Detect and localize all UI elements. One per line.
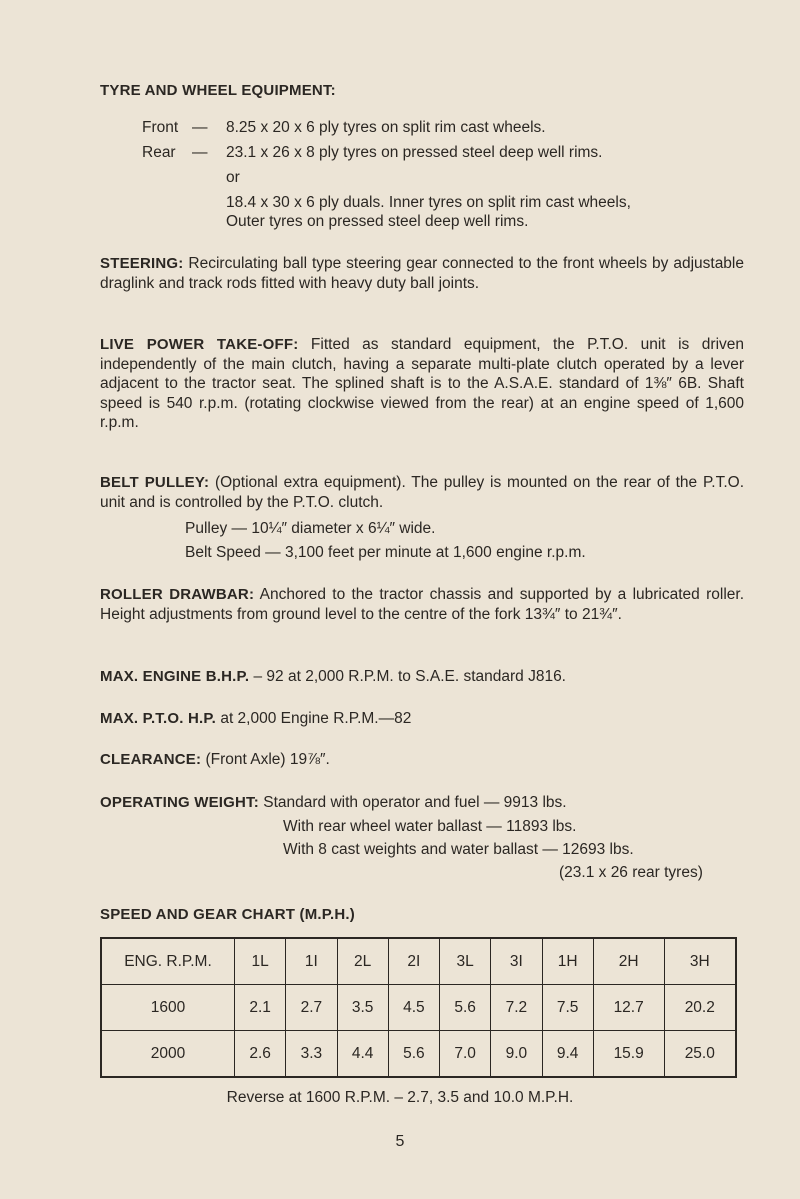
weight-text-1: Standard with operator and fuel — 9913 lbs. <box>263 794 567 811</box>
rear-label: Rear <box>142 144 176 161</box>
table-cell: 20.2 <box>664 985 736 1031</box>
table-cell: 9.4 <box>542 1031 593 1078</box>
table-row <box>101 985 736 1031</box>
front-label: Front <box>142 119 179 136</box>
page-number: 5 <box>395 1133 405 1150</box>
table-cell: 2000 <box>101 1031 235 1078</box>
header-cell: ENG. R.P.M. <box>101 938 235 985</box>
table-cell: 7.0 <box>440 1031 491 1078</box>
belt-heading: BELT PULLEY: <box>100 474 210 491</box>
weight-line-2: With rear wheel water ballast — 11893 lbs. <box>283 818 577 835</box>
rear-text: 23.1 x 26 x 8 ply tyres on pressed steel deep well rims. <box>226 144 603 161</box>
steering-heading: STEERING: <box>100 255 184 272</box>
tyre-heading: TYRE AND WHEEL EQUIPMENT: <box>100 82 336 99</box>
drawbar-heading: ROLLER DRAWBAR: <box>100 586 255 603</box>
alt-tyre-line-1: 18.4 x 30 x 6 ply duals. Inner tyres on split rim cast wheels, <box>226 194 631 211</box>
clearance-heading: CLEARANCE: <box>100 751 202 768</box>
bhp-heading: MAX. ENGINE B.H.P. <box>100 668 250 685</box>
header-cell: 3H <box>664 938 736 985</box>
weight-line-3: With 8 cast weights and water ballast — 12693 lbs. <box>283 841 634 858</box>
weight-line-4: (23.1 x 26 rear tyres) <box>559 864 703 881</box>
header-cell: 1H <box>542 938 593 985</box>
belt-speed-line: Belt Speed — 3,100 feet per minute at 1,600 engine r.p.m. <box>185 544 586 561</box>
table-cell: 9.0 <box>491 1031 542 1078</box>
table-cell: 5.6 <box>388 1031 439 1078</box>
table-cell: 3.3 <box>286 1031 337 1078</box>
front-text: 8.25 x 20 x 6 ply tyres on split rim cast wheels. <box>226 119 546 136</box>
table-cell: 7.2 <box>491 985 542 1031</box>
steering-text: Recirculating ball type steering gear connected to the front wheels by adjustable draglink and track rods fitted with heavy duty ball joints. <box>100 255 744 292</box>
table-cell: 25.0 <box>664 1031 736 1078</box>
table-cell: 5.6 <box>440 985 491 1031</box>
pto-text: Fitted as standard equipment, the P.T.O. unit is driven independently of the main clutch, having a separate multi-plate clutch operated by a lever adjacent to the tractor seat. The splined shaft is to the A.S.A.E. standard of 1⅜″ 6B. Shaft speed is 540 r.p.m. (rotating clockwise viewed from the rear) at an engine speed of 1,600 r.p.m. <box>100 336 744 432</box>
pulley-line: Pulley — 10¼″ diameter x 6¼″ wide. <box>185 520 436 537</box>
or-text: or <box>226 169 240 186</box>
clearance-line <box>100 750 330 770</box>
header-cell: 2L <box>337 938 388 985</box>
alt-tyre-line-2: Outer tyres on pressed steel deep well rims. <box>226 213 529 230</box>
table-cell: 2.1 <box>235 985 286 1031</box>
table-cell: 12.7 <box>593 985 664 1031</box>
clearance-text: (Front Axle) 19⅞″. <box>205 751 330 768</box>
header-cell: 1L <box>235 938 286 985</box>
pto-hp-line <box>100 709 411 729</box>
table-row <box>101 1031 736 1078</box>
weight-heading: OPERATING WEIGHT: <box>100 794 259 811</box>
table-cell: 3.5 <box>337 985 388 1031</box>
front-dash: — <box>192 119 208 136</box>
pto-section <box>100 335 744 433</box>
header-cell: 3I <box>491 938 542 985</box>
table-cell: 4.5 <box>388 985 439 1031</box>
steering-section <box>100 254 744 293</box>
weight-line-1 <box>100 793 567 813</box>
bhp-text: – 92 at 2,000 R.P.M. to S.A.E. standard J816. <box>253 668 566 685</box>
table-cell: 7.5 <box>542 985 593 1031</box>
rear-dash: — <box>192 144 208 161</box>
belt-section <box>100 473 744 512</box>
table-cell: 15.9 <box>593 1031 664 1078</box>
gear-chart-table <box>100 937 737 1078</box>
header-cell: 3L <box>440 938 491 985</box>
pto-hp-text: at 2,000 Engine R.P.M.—82 <box>220 710 412 727</box>
table-cell: 2.6 <box>235 1031 286 1078</box>
pto-hp-heading: MAX. P.T.O. H.P. <box>100 710 217 727</box>
belt-text: (Optional extra equipment). The pulley is mounted on the rear of the P.T.O. unit and is controlled by the P.T.O. clutch. <box>100 474 745 511</box>
table-cell: 4.4 <box>337 1031 388 1078</box>
table-cell: 2.7 <box>286 985 337 1031</box>
header-cell: 2H <box>593 938 664 985</box>
table-cell: 1600 <box>101 985 235 1031</box>
drawbar-text: Anchored to the tractor chassis and supported by a lubricated roller. Height adjustments from ground level to the centre of the fork 13¾″ to 21¾″. <box>100 586 744 623</box>
pto-heading: LIVE POWER TAKE-OFF: <box>100 336 299 353</box>
gear-chart-header-row <box>101 938 736 985</box>
drawbar-section <box>100 585 744 624</box>
header-cell: 1I <box>286 938 337 985</box>
header-cell: 2I <box>388 938 439 985</box>
gear-chart-heading: SPEED AND GEAR CHART (M.P.H.) <box>100 906 355 923</box>
reverse-speeds: Reverse at 1600 R.P.M. – 2.7, 3.5 and 10.0 M.P.H. <box>226 1089 574 1106</box>
bhp-line <box>100 667 566 687</box>
